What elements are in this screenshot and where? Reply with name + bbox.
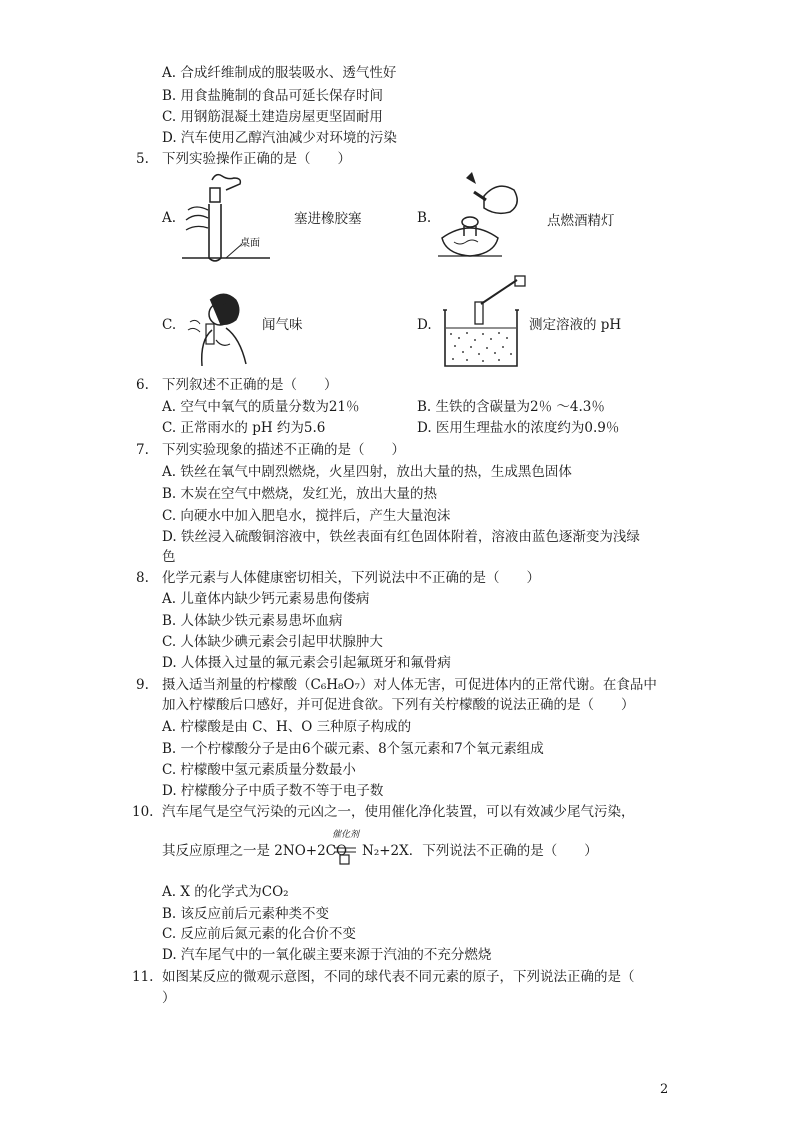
q9-stem-line1: 摄入适当剂量的柠檬酸（C₆H₈O₇）对人体无害，可促进体内的正常代谢。在食品中	[162, 677, 657, 693]
q5-d-letter: D.	[417, 317, 432, 333]
q6-number: 6.	[136, 377, 149, 393]
q4-option-c: C. 用钢筋混凝土建造房屋更坚固耐用	[162, 109, 383, 125]
q6-stem: 下列叙述不正确的是（ ）	[162, 377, 338, 393]
q5-c-letter: C.	[162, 317, 177, 333]
q8-stem: 化学元素与人体健康密切相关，下列说法中不正确的是（ ）	[162, 570, 540, 586]
q7-number: 7.	[136, 442, 149, 458]
q7-option-a: A. 铁丝在氧气中剧烈燃烧，火星四射，放出大量的热，生成黑色固体	[162, 464, 572, 480]
q9-number: 9.	[136, 677, 149, 693]
q10-stem-line2a: 其反应原理之一是 2NO+2CO	[162, 843, 348, 859]
q11-number: 11.	[132, 969, 154, 985]
q6-option-c: C. 正常雨水的 pH 约为5.6	[162, 420, 326, 436]
q10-number: 10.	[132, 804, 154, 820]
q7-option-c: C. 向硬水中加入肥皂水，搅拌后，产生大量泡沫	[162, 508, 451, 524]
q8-option-a: A. 儿童体内缺少钙元素易患佝偻病	[162, 591, 370, 607]
q5-b-caption: 点燃酒精灯	[547, 213, 615, 229]
q9-option-a: A. 柠檬酸是由 C、H、O 三种原子构成的	[162, 719, 412, 735]
q6-option-b: B. 生铁的含碳量为2％ ～4.3％	[417, 399, 605, 415]
table-label: 桌面	[240, 238, 260, 249]
q8-option-c: C. 人体缺少碘元素会引起甲状腺肿大	[162, 634, 383, 650]
smelling-person-figure	[186, 290, 256, 370]
q5-a-letter: A.	[162, 210, 177, 226]
q5-number: 5.	[136, 151, 149, 167]
q5-a-caption: 塞进橡胶塞	[294, 211, 362, 227]
q9-option-c: C. 柠檬酸中氢元素质量分数最小	[162, 762, 356, 778]
q5-c-caption: 闻气味	[262, 317, 303, 333]
q8-option-d: D. 人体摄入过量的氟元素会引起氟斑牙和氟骨病	[162, 655, 451, 671]
q7-option-b: B. 木炭在空气中燃烧，发红光，放出大量的热	[162, 486, 438, 502]
alcohol-lamp-figure	[434, 170, 524, 262]
q5-b-letter: B.	[417, 210, 432, 226]
q6-option-d: D. 医用生理盐水的浓度约为0.9％	[417, 420, 620, 436]
q9-option-d: D. 柠檬酸分子中质子数不等于电子数	[162, 783, 384, 799]
q9-option-b: B. 一个柠檬酸分子是由6个碳元素、8个氢元素和7个氧元素组成	[162, 741, 544, 757]
reaction-arrow-icon	[330, 840, 360, 866]
q4-option-a: A. 合成纤维制成的服装吸水、透气性好	[162, 65, 397, 81]
catalyst-label: 催化剂	[332, 830, 360, 840]
q10-option-a: A. X 的化学式为CO₂	[162, 884, 289, 900]
test-tube-stopper-figure	[182, 170, 272, 265]
q8-number: 8.	[136, 570, 149, 586]
q10-option-c: C. 反应前后氮元素的化合价不变	[162, 926, 356, 942]
page-number: 2	[660, 1082, 669, 1097]
ph-test-beaker-figure	[437, 270, 537, 370]
q4-option-b: B. 用食盐腌制的食品可延长保存时间	[162, 88, 384, 104]
q9-stem-line2: 加入柠檬酸后口感好，并可促进食欲。下列有关柠檬酸的说法正确的是（ ）	[162, 697, 635, 713]
q5-stem: 下列实验操作正确的是（ ）	[162, 151, 351, 167]
q10-option-d: D. 汽车尾气中的一氧化碳主要来源于汽油的不充分燃烧	[162, 947, 492, 963]
q11-stem-line2: ）	[162, 990, 176, 1006]
q10-stem-line1: 汽车尾气是空气污染的元凶之一，使用催化净化装置，可以有效减少尾气污染，	[162, 804, 635, 820]
q4-option-d: D. 汽车使用乙醇汽油减少对环境的污染	[162, 130, 397, 146]
q7-stem: 下列实验现象的描述不正确的是（ ）	[162, 442, 405, 458]
q11-stem-line1: 如图某反应的微观示意图，不同的球代表不同元素的原子，下列说法正确的是（	[162, 969, 635, 985]
q7-option-d: D. 铁丝浸入硫酸铜溶液中，铁丝表面有红色固体附着，溶液由蓝色逐渐变为浅绿	[162, 529, 640, 545]
q6-option-a: A. 空气中氧气的质量分数为21％	[162, 399, 360, 415]
q10-stem-line2b: N₂+2X．下列说法不正确的是（ ）	[362, 843, 598, 859]
q10-option-b: B. 该反应前后元素种类不变	[162, 906, 330, 922]
q8-option-b: B. 人体缺少铁元素易患坏血病	[162, 613, 343, 629]
q5-d-caption: 测定溶液的 pH	[529, 317, 622, 333]
q7-option-d-cont: 色	[162, 549, 176, 565]
